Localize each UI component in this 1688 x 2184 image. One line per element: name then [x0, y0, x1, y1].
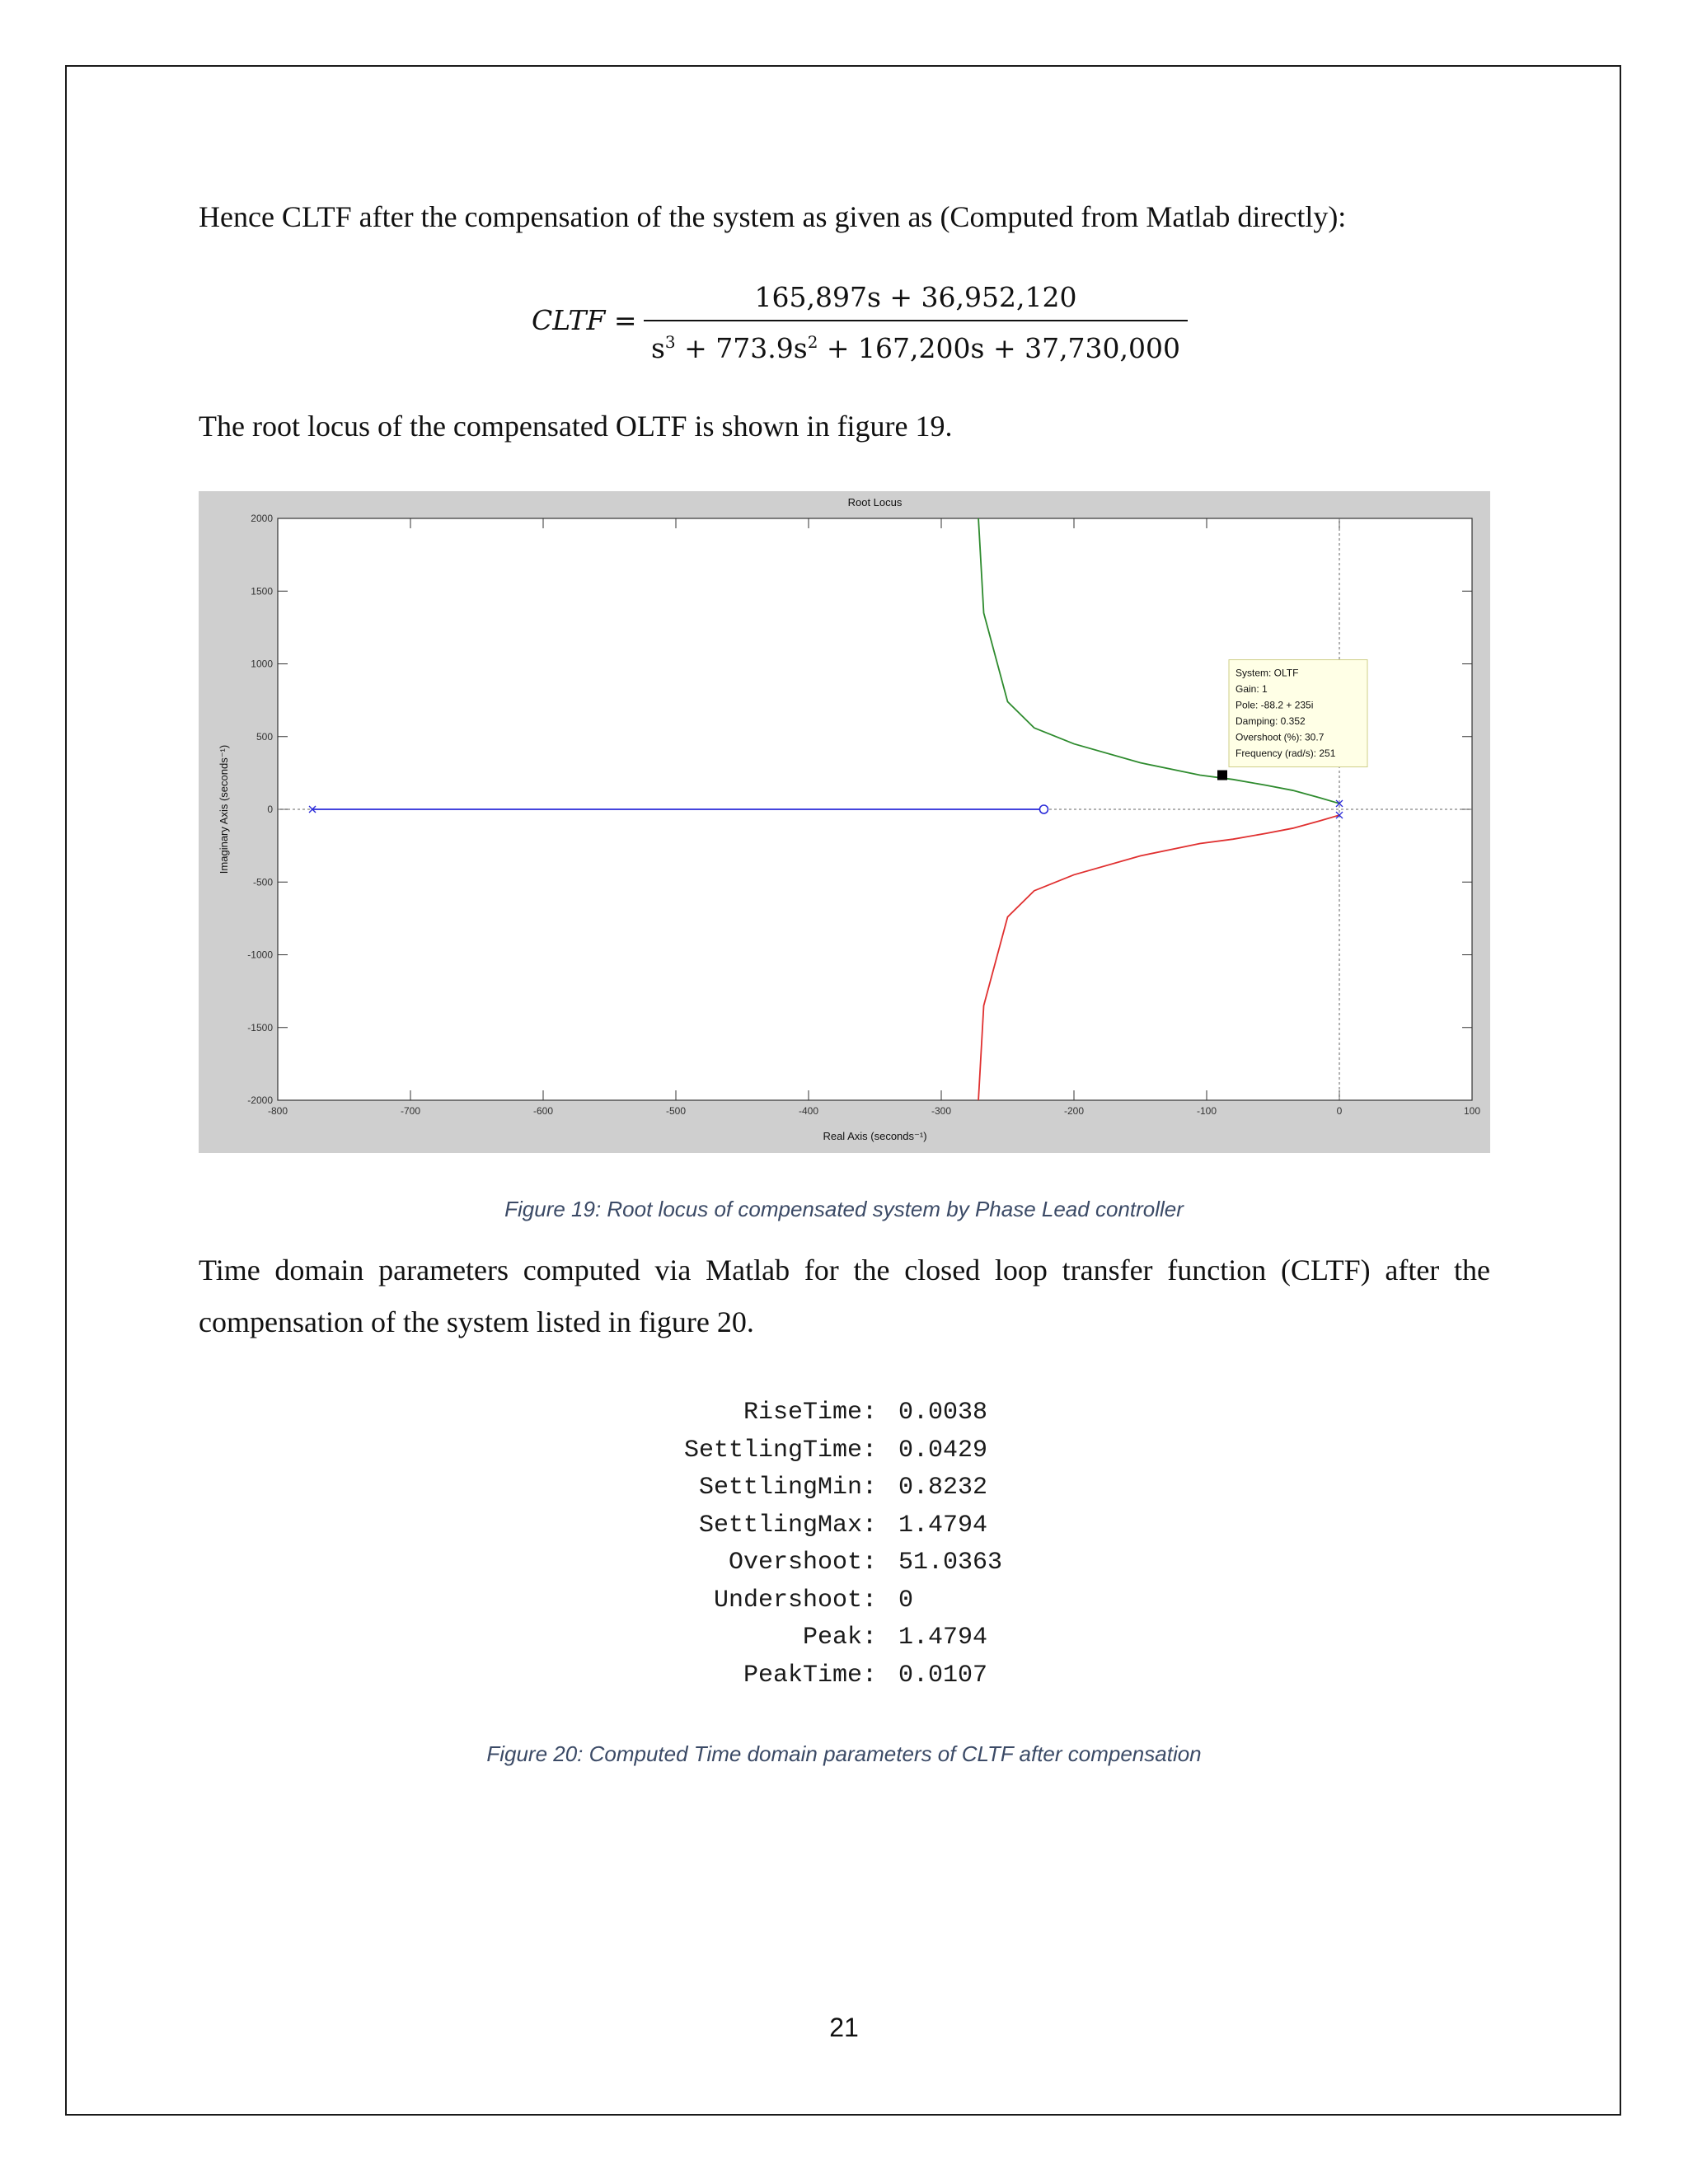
zero-marker — [1039, 805, 1048, 813]
time-domain-parameters — [0, 1394, 1688, 1694]
x-tick-label: -800 — [267, 1105, 288, 1117]
parameter-row — [0, 1582, 1688, 1620]
parameter-row — [0, 1657, 1688, 1695]
datatip-line: Frequency (rad/s): 251 — [1235, 748, 1336, 760]
x-tick-label: -700 — [400, 1105, 421, 1117]
parameter-value: 51.0363 — [898, 1549, 1003, 1577]
x-tick-label: 0 — [1336, 1105, 1343, 1117]
y-tick-label: -500 — [252, 876, 273, 888]
parameter-value: 0.0038 — [898, 1399, 988, 1427]
cltf-equation — [528, 277, 1187, 368]
x-tick-label: -600 — [532, 1105, 554, 1117]
parameter-value: 0.0429 — [898, 1436, 988, 1465]
parameter-name: PeakTime: — [743, 1661, 877, 1690]
parameter-row — [0, 1507, 1688, 1545]
parameter-row — [0, 1394, 1688, 1432]
y-tick-label: -1500 — [247, 1021, 273, 1033]
parameter-name: SettlingTime: — [683, 1436, 877, 1465]
parameter-value: 0.8232 — [898, 1474, 988, 1502]
equation-numerator: 165,897s + 36,952,120 — [754, 281, 1077, 313]
y-axis-label: Imaginary Axis (seconds⁻¹) — [218, 744, 230, 874]
parameter-name: Peak: — [802, 1624, 877, 1652]
parameter-row — [0, 1469, 1688, 1507]
x-tick-label: 100 — [1463, 1105, 1481, 1117]
parameter-value: 0 — [898, 1586, 914, 1615]
page-number: 21 — [829, 2013, 859, 2042]
parameter-row — [0, 1432, 1688, 1470]
y-tick-label: 500 — [256, 730, 273, 743]
root-locus-figure — [199, 491, 1490, 1153]
x-tick-label: -400 — [798, 1105, 819, 1117]
datatip-line: System: OLTF — [1235, 667, 1299, 679]
equation-denominator: $s^3 + 773.9s^2 + 167,200s + 37,730,000$ — [650, 332, 1181, 364]
y-tick-label: -2000 — [247, 1094, 273, 1106]
time-domain-intro: Time domain parameters computed via Matlab for the closed loop transfer function (CLTF) after the compensation of the system listed in figure 20. — [199, 1254, 1490, 1338]
datatip-line: Damping: 0.352 — [1235, 715, 1306, 728]
parameter-value: 0.0107 — [898, 1661, 988, 1690]
chart-title: Root Locus — [847, 496, 903, 509]
equation-fraction — [644, 277, 1188, 369]
parameter-value: 1.4794 — [898, 1511, 988, 1540]
x-tick-label: -100 — [1196, 1105, 1217, 1117]
x-tick-label: -200 — [1063, 1105, 1085, 1117]
parameter-name: SettlingMax: — [698, 1511, 877, 1540]
y-tick-label: 1000 — [251, 658, 273, 670]
datatip-line: Overshoot (%): 30.7 — [1235, 731, 1325, 743]
parameter-name: Overshoot: — [728, 1549, 877, 1577]
datatip-marker — [1217, 771, 1227, 780]
x-axis-label: Real Axis (seconds⁻¹) — [823, 1130, 927, 1142]
x-tick-label: -500 — [665, 1105, 687, 1117]
y-tick-label: -1000 — [247, 949, 273, 961]
root-locus-intro: The root locus of the compensated OLTF is shown in figure 19. — [199, 410, 953, 443]
intro-paragraph: Hence CLTF after the compensation of the system as given as (Computed from Matlab directly): — [199, 200, 1347, 233]
y-tick-label: 0 — [267, 804, 273, 815]
x-tick-label: -300 — [931, 1105, 952, 1117]
y-tick-label: 1500 — [251, 585, 273, 598]
parameter-value: 1.4794 — [898, 1624, 988, 1652]
parameter-row — [0, 1544, 1688, 1582]
parameter-name: Undershoot: — [713, 1586, 877, 1615]
equation-lhs: CLTF = — [532, 304, 637, 336]
figure-20-caption: Figure 20: Computed Time domain parameters of CLTF after compensation — [486, 1741, 1202, 1766]
datatip-line: Pole: -88.2 + 235i — [1235, 699, 1314, 711]
parameter-name: RiseTime: — [743, 1399, 877, 1427]
y-tick-label: 2000 — [251, 513, 273, 524]
parameter-name: SettlingMin: — [698, 1474, 877, 1502]
parameter-row — [0, 1619, 1688, 1657]
figure-19-caption: Figure 19: Root locus of compensated system by Phase Lead controller — [504, 1197, 1184, 1221]
datatip-line: Gain: 1 — [1235, 683, 1268, 696]
